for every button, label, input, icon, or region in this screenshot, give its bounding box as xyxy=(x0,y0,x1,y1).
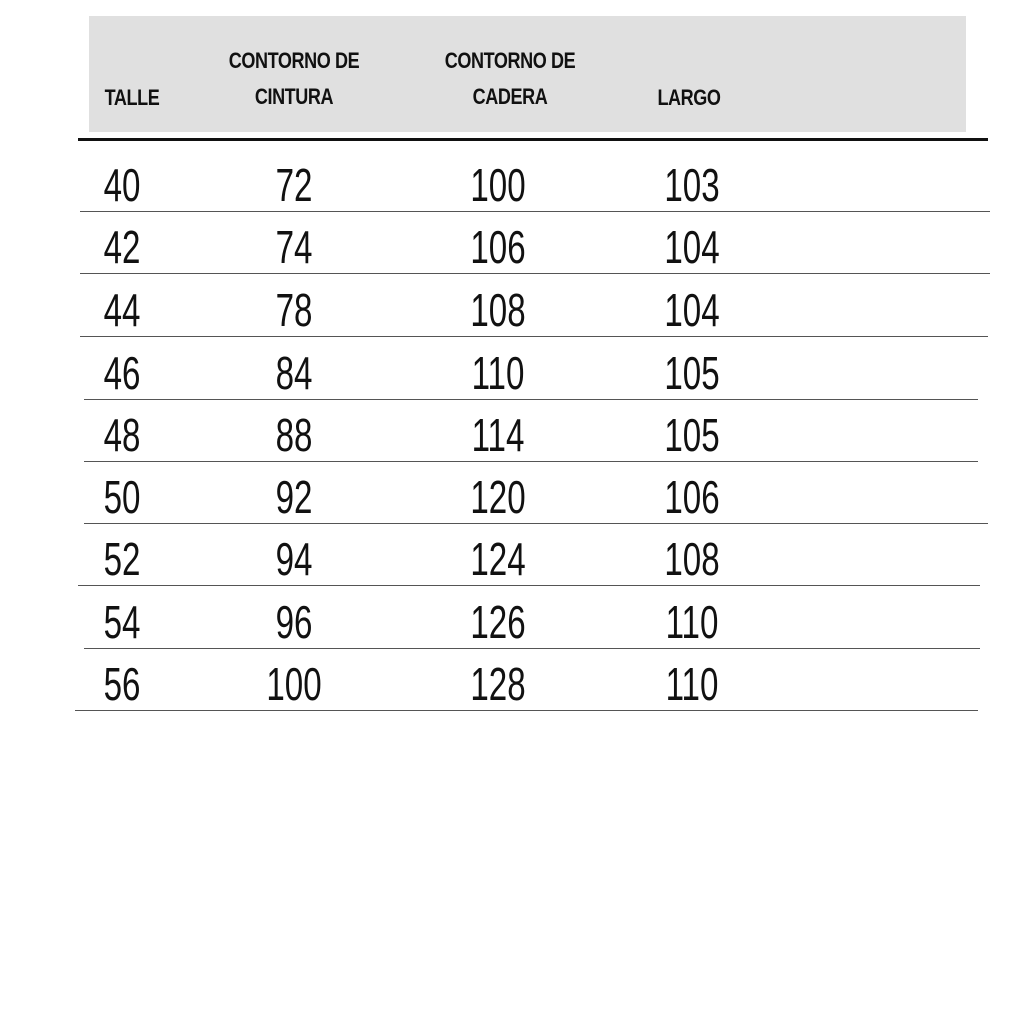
table-row xyxy=(0,589,1024,651)
cell-size: 44 xyxy=(103,284,141,336)
cell-hip: 114 xyxy=(471,409,525,461)
row-divider xyxy=(84,648,980,649)
row-divider xyxy=(84,399,978,400)
cell-hip: 106 xyxy=(470,221,526,273)
cell-length: 106 xyxy=(664,471,720,523)
cell-length: 104 xyxy=(664,284,720,336)
row-divider xyxy=(80,336,988,337)
table-row xyxy=(0,152,1024,214)
cell-waist: 78 xyxy=(275,284,313,336)
cell-waist: 96 xyxy=(275,596,313,648)
cell-length: 104 xyxy=(664,221,720,273)
cell-size: 42 xyxy=(103,221,141,273)
cell-hip: 100 xyxy=(470,159,526,211)
cell-hip: 128 xyxy=(470,658,526,710)
cell-size: 48 xyxy=(103,409,141,461)
header-size: TALLE xyxy=(104,85,160,110)
row-divider xyxy=(80,211,990,212)
table-row xyxy=(0,277,1024,339)
cell-hip: 108 xyxy=(470,284,526,336)
cell-length: 108 xyxy=(664,533,720,585)
cell-length: 105 xyxy=(664,409,720,461)
header-waist: CONTORNO DE CINTURA xyxy=(228,48,360,109)
row-divider xyxy=(84,523,988,524)
cell-size: 54 xyxy=(103,596,141,648)
cell-waist: 94 xyxy=(275,533,313,585)
row-divider xyxy=(75,710,978,711)
table-row xyxy=(0,526,1024,588)
row-divider xyxy=(78,585,980,586)
table-row xyxy=(0,214,1024,276)
table-row xyxy=(0,651,1024,713)
cell-size: 52 xyxy=(103,533,141,585)
cell-waist: 84 xyxy=(275,347,313,399)
row-divider xyxy=(80,273,990,274)
cell-size: 56 xyxy=(103,658,141,710)
cell-waist: 88 xyxy=(275,409,313,461)
header-divider xyxy=(78,138,988,141)
cell-size: 40 xyxy=(103,159,141,211)
cell-hip: 126 xyxy=(470,596,526,648)
cell-size: 46 xyxy=(103,347,141,399)
table-row xyxy=(0,340,1024,402)
row-divider xyxy=(84,461,978,462)
cell-hip: 124 xyxy=(470,533,526,585)
cell-hip: 120 xyxy=(470,471,526,523)
cell-size: 50 xyxy=(103,471,141,523)
cell-waist: 100 xyxy=(266,658,322,710)
table-row xyxy=(0,402,1024,464)
header-length: LARGO xyxy=(657,85,721,110)
cell-length: 110 xyxy=(665,596,719,648)
cell-waist: 72 xyxy=(275,159,313,211)
cell-waist: 92 xyxy=(275,471,313,523)
cell-waist: 74 xyxy=(275,221,313,273)
cell-length: 110 xyxy=(665,658,719,710)
cell-hip: 110 xyxy=(471,347,525,399)
table-row xyxy=(0,464,1024,526)
cell-length: 105 xyxy=(664,347,720,399)
cell-length: 103 xyxy=(664,159,720,211)
header-hip: CONTORNO DE CADERA xyxy=(444,48,576,109)
